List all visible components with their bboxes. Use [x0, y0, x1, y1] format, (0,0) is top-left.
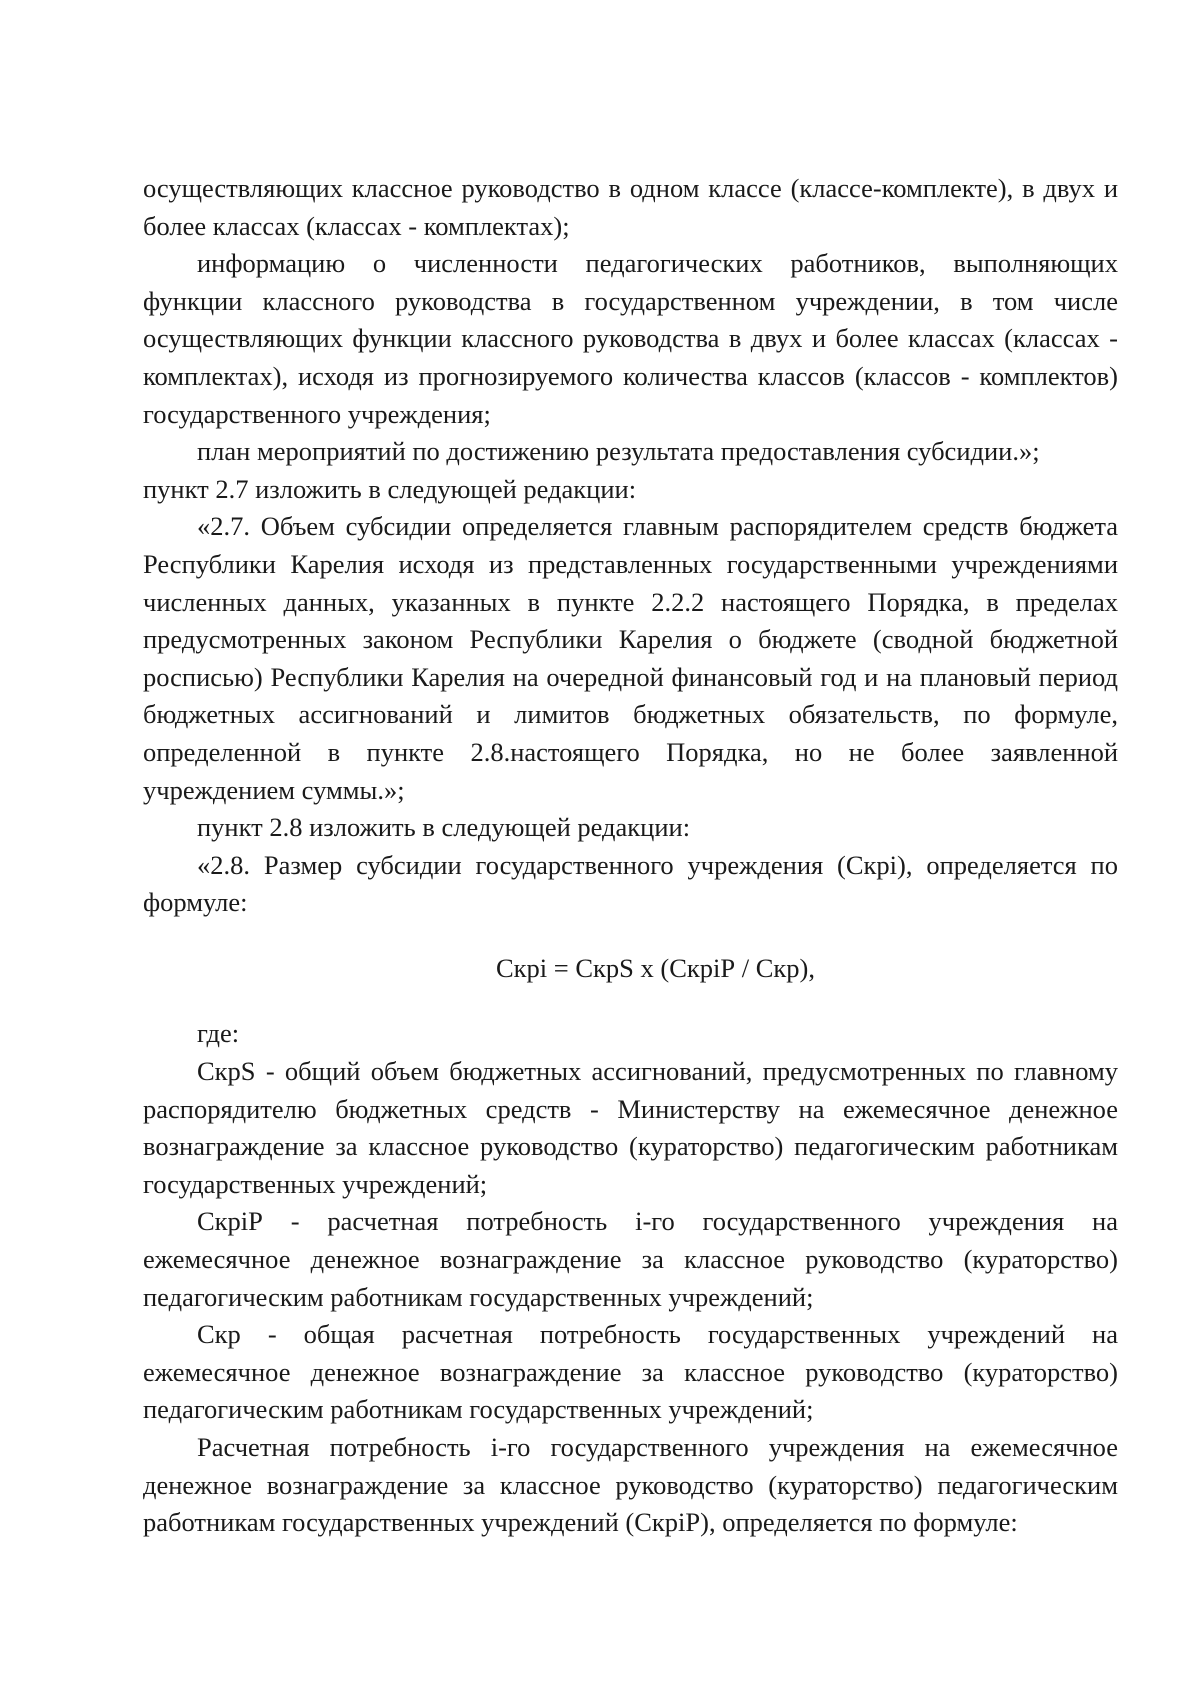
paragraph-item-2-7-text: «2.7. Объем субсидии определяется главным распорядителем средств бюджета Республики Карелия исходя из представленных государственными учреждениями численных данных, указанных в пункте 2.2.2 настоящего Порядка, в пределах предусмотренных законом Республики Карелия о бюджете (сводной бюджетной росписью) Республики Карелия на очередной финансовый год и на плановый период бюджетных ассигнований и лимитов бюджетных обязательств, по формуле, определенной в пункте 2.8.настоящего Порядка, но не более заявленной учреждением суммы.»; — [143, 511, 1118, 805]
definitions-where: где: — [197, 1018, 240, 1049]
paragraph-item-2-8-text: «2.8. Размер субсидии государственного учреждения (Cкрi), определяется по формуле: — [143, 849, 1118, 918]
paragraph-action-plan: план мероприятий по достижению результата предоставления субсидии.»; — [197, 436, 1040, 467]
paragraph-classes-continuation: осуществляющих классное руководство в одном классе (классе-комплекте), в двух и более классах (классах - комплектах); — [143, 173, 1118, 241]
paragraph-teacher-count-info: информацию о численности педагогических работников, выполняющих функции классного руководства в государственном учреждении, в том числе осуществляющих функции классного руководства в двух и более классах (классах - комплектах), исходя из прогнозируемого количества классов (классов - комплектов) государственного учреждения; — [143, 248, 1118, 429]
paragraph-ckrip-formula-intro: Расчетная потребность i-го государственного учреждения на ежемесячное денежное вознаграждение за классное руководство (кураторство) педагогическим работникам государственных учреждений (CкрiР), определяется по формуле: — [143, 1432, 1118, 1538]
definition-ckrip: CкрiР - расчетная потребность i-го государственного учреждения на ежемесячное денежное вознаграждение за классное руководство (кураторство) педагогическим работникам государственных учреждений; — [143, 1206, 1118, 1312]
subsidy-formula: Cкрi = CкрS x (CкрiР / Cкр), — [496, 952, 815, 983]
definition-ckrs: CкрS - общий объем бюджетных ассигнований, предусмотренных по главному распорядителю бюджетных средств - Министерству на ежемесячное денежное вознаграждение за классное руководство (кураторство) педагогическим работникам государственных учреждений; — [143, 1056, 1118, 1199]
definition-ckr: Cкр - общая расчетная потребность государственных учреждений на ежемесячное денежное вознаграждение за классное руководство (кураторство) педагогическим работникам государственных учреждений; — [143, 1319, 1118, 1425]
paragraph-item-2-8-intro: пункт 2.8 изложить в следующей редакции: — [197, 812, 691, 843]
paragraph-item-2-7-intro: пункт 2.7 изложить в следующей редакции: — [143, 473, 637, 504]
document-body — [143, 170, 1118, 1542]
